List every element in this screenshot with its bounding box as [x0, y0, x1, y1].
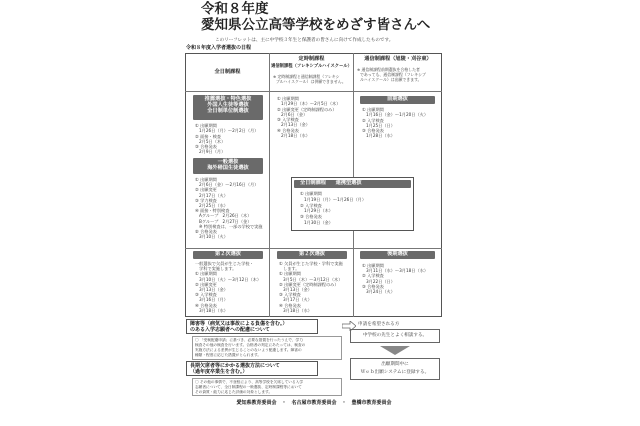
page-title-year: 令和８年度: [201, 1, 269, 17]
schedule-line: 3月5日（木）～3月12日（木）: [283, 276, 343, 282]
schedule-line: 1月25日（日）: [366, 122, 395, 128]
schedule-line: 3月24日（火）: [366, 289, 395, 295]
notice-line: その資質・能力に応じた評価の対象とします。: [195, 390, 273, 394]
correspondence-early-schedule: [362, 107, 428, 139]
general-schedule: [195, 177, 262, 239]
column-divider-1: [269, 53, 270, 317]
schedule-line: ① 出願期間: [195, 177, 217, 182]
schedule-line: ① 出願期間: [195, 271, 217, 277]
notice-line: 〇 「受検配慮申請」に基づき、必要な措置を行ったうえで、学力: [195, 338, 303, 342]
schedule-line: ⑤ 合格発表: [195, 229, 217, 235]
schedule-line: 3月13日（金）: [199, 287, 228, 293]
correspondence-late-selection-label: 後期選抜: [360, 251, 435, 259]
schedule-line: 1月30日（金）: [304, 219, 333, 225]
schedule-line: ③ 合格発表: [300, 214, 322, 220]
schedule-line: 1月28日（水）: [366, 133, 395, 139]
schedule-line: 1月19日（月）～1月26日（月）: [304, 196, 367, 202]
long-absence-notice-title-box: [186, 361, 318, 376]
schedule-line: ② 出願変更（定時制課程のみ）: [279, 281, 339, 287]
flow-step-register-period: 出願期間中に: [381, 362, 409, 367]
recommendation-selection-title: 推薦選抜・特色選抜: [204, 96, 252, 102]
parttime-schedule: [277, 96, 340, 138]
correspondence-late-schedule: [362, 263, 428, 294]
schedule-line: 1月29日（木）～2月5日（木）: [281, 101, 341, 107]
correspondence-early-selection-label: 前期選抜: [360, 96, 435, 104]
schedule-line: 3月17日（火）: [283, 297, 312, 303]
disability-notice-title-box: [186, 319, 318, 334]
general-selection-title: 一般選抜: [217, 159, 239, 165]
foreign-student-selection-title: 外国人生徒等選抜: [207, 102, 249, 109]
schedule-heading: 令和８年度入学者選抜の日程: [186, 45, 252, 51]
schedule-line: ④ 合格発表: [277, 127, 299, 133]
schedule-line: 3月10日（火）: [199, 234, 228, 240]
linked-selection-header: [294, 180, 411, 188]
correspondence-note: ルハイスクール）は出願できます。: [360, 77, 422, 82]
schedule-line: 一般選抜で欠員が生じた学校・: [195, 261, 254, 266]
parttime-second-schedule: [279, 261, 343, 313]
linked-selection-title: 連携型選抜: [335, 180, 362, 186]
schedule-line: 2月17日（火）: [199, 192, 228, 198]
column-header-fulltime: 全日制課程: [214, 69, 241, 75]
flow-step-register-web: Ｗｅｂ出願システムに登録する。: [360, 370, 430, 375]
notice-line: 志願者について、全日制課程の一般選抜、定時制課程等において: [195, 385, 302, 389]
schedule-line: ③ 入学検査: [195, 292, 217, 298]
flow-step-consult: 中学校の先生とよく相談する。: [362, 333, 428, 338]
schedule-line: ① 出願期間: [362, 263, 384, 268]
schedule-line: ② 出願変更（定時制課程のみ）: [277, 106, 337, 112]
footer-publishers: 愛知県教育委員会 ・ 名古屋市教育委員会 ・ 豊橋市教育委員会: [236, 400, 392, 406]
notice-line: 種類・程度に応じた措置がとられます。: [195, 353, 262, 357]
parttime-note: ブルハイスクール）は併願できません。: [276, 79, 346, 84]
column-header-correspondence: 通信制課程（旭陵・刈谷東）: [364, 56, 432, 62]
schedule-line: Bグループ 2月27日（金）: [199, 218, 252, 224]
schedule-line: します。: [283, 266, 300, 272]
schedule-line: 3月16日（月）: [199, 297, 228, 303]
schedule-line: 2月18日（水）: [281, 133, 310, 139]
disability-notice-title: 障害等（病気又は事故による負傷を含む。）: [190, 321, 288, 327]
schedule-line: ② 入学検査: [362, 273, 384, 279]
schedule-line: 2月13日（金）: [281, 122, 310, 128]
schedule-line: 2月9日（月）: [199, 149, 226, 155]
fulltime-second-schedule: [195, 261, 261, 313]
schedule-line: 3月18日（水）: [199, 307, 228, 313]
schedule-line: ① 出願期間: [195, 123, 217, 128]
schedule-line: ④ 合格発表: [195, 302, 217, 308]
schedule-line: 2月6日（金）: [281, 111, 308, 117]
linked-selection-tag: 全日制課程: [300, 180, 326, 186]
schedule-line: ※ 特別検査は、一部の学校で実施: [199, 223, 263, 229]
schedule-line: ③ 合格発表: [362, 128, 384, 134]
schedule-line: ④ 面接・特別検査: [195, 208, 230, 214]
schedule-line: 2月6日（金）～2月16日（月）: [199, 182, 259, 188]
schedule-line: 学科で実施します。: [199, 266, 237, 272]
schedule-line: ③ 学力検査: [195, 197, 217, 203]
parttime-second-selection-label: 第２次選抜: [277, 251, 347, 259]
recommendation-selection-label: [193, 95, 263, 120]
schedule-line: 3月11日（水）～3月18日（水）: [366, 268, 429, 274]
schedule-line: 3月18日（水）: [283, 307, 312, 313]
schedule-line: ① 出願期間: [362, 107, 384, 112]
general-selection-label: [193, 158, 263, 174]
schedule-line: ① 欠員が生じた学校・学科で実施: [279, 261, 343, 266]
schedule-line: ② 入学検査: [300, 202, 322, 208]
notice-line: 〇 その他の事情で、不登校により、高等学校を欠席している入学: [195, 380, 304, 384]
credit-system-selection-title: 全日制単位制選抜: [207, 108, 249, 115]
schedule-line: ② 面接・検査: [195, 133, 222, 139]
schedule-line: ③ 合格発表: [362, 283, 384, 289]
schedule-line: 1月29日（木）: [304, 208, 333, 214]
disability-notice-subtitle: のある入学志願者への配慮について: [190, 327, 270, 333]
parttime-note: ※ 定時制課程と通信制課程（フレキシ: [273, 74, 340, 79]
column-header-parttime: 定時制課程: [298, 56, 325, 62]
schedule-line: ① 出願期間: [279, 271, 301, 277]
schedule-line: ③ 入学検査: [279, 292, 301, 298]
header-row-divider: [185, 91, 442, 92]
schedule-line: ③ 合格発表: [195, 144, 217, 150]
long-absence-notice-title: 長期欠席者等にかかる選抜方法について: [190, 363, 280, 369]
notice-line: 実施方法による差異が生じることのないよう配慮します。障害の: [195, 348, 302, 352]
intro-text: このリーフレットは、主に中学校３年生と保護者の皆さんに向けて作成したものです。: [215, 38, 394, 43]
returnee-selection-title: 海外帰国生徒選抜: [207, 165, 249, 172]
schedule-line: 3月22日（日）: [366, 278, 395, 284]
recommendation-schedule: [195, 123, 258, 155]
notice-line: 検査その他の検査を行います。合格者の判定にあたっては、検査の: [195, 343, 306, 347]
schedule-line: 1月16日（金）～1月20日（火）: [366, 112, 429, 118]
linked-selection-box: [291, 177, 414, 231]
schedule-line: 3月13日（金）: [283, 287, 312, 293]
linked-selection-schedule: [300, 191, 366, 226]
schedule-line: ② 入学検査: [362, 117, 384, 123]
schedule-line: Aグループ 2月26日（木）: [199, 213, 252, 219]
column-header-flexible: 通信制課程（フレキシブルハイスクール）: [271, 64, 352, 69]
flow-down-arrow-icon: [380, 346, 410, 355]
flow-step-apply-wish: 申請を希望される方: [358, 322, 400, 327]
correspondence-note: であっても、通信制課程（フレキシブ: [360, 72, 426, 77]
fulltime-second-selection-label: 第２次選抜: [193, 251, 263, 259]
long-absence-notice-body: [192, 378, 342, 396]
schedule-line: 3月10日（火）～3月12日（木）: [199, 276, 262, 282]
schedule-line: 1月26日（月）～2月2日（月）: [199, 128, 259, 134]
schedule-line: ② 出願変更: [195, 187, 217, 193]
long-absence-notice-subtitle: （過年度卒業生を含む。）: [190, 369, 248, 375]
schedule-line: ④ 合格発表: [279, 302, 301, 308]
page-title: 愛知県公立高等学校をめざす皆さんへ: [201, 17, 431, 33]
schedule-line: 2月5日（木）: [199, 138, 226, 144]
correspondence-note: ※ 通信制課程前期選抜を合格した者: [357, 67, 420, 72]
schedule-line: ③ 入学検査: [277, 117, 299, 123]
disability-notice-body: [192, 336, 342, 360]
schedule-line: ② 出願変更: [195, 281, 217, 287]
schedule-line: ① 出願期間: [277, 96, 299, 101]
schedule-line: 2月25日（水）: [199, 203, 228, 209]
second-selection-row-divider: [185, 248, 442, 249]
schedule-line: ① 出願期間: [300, 191, 322, 196]
